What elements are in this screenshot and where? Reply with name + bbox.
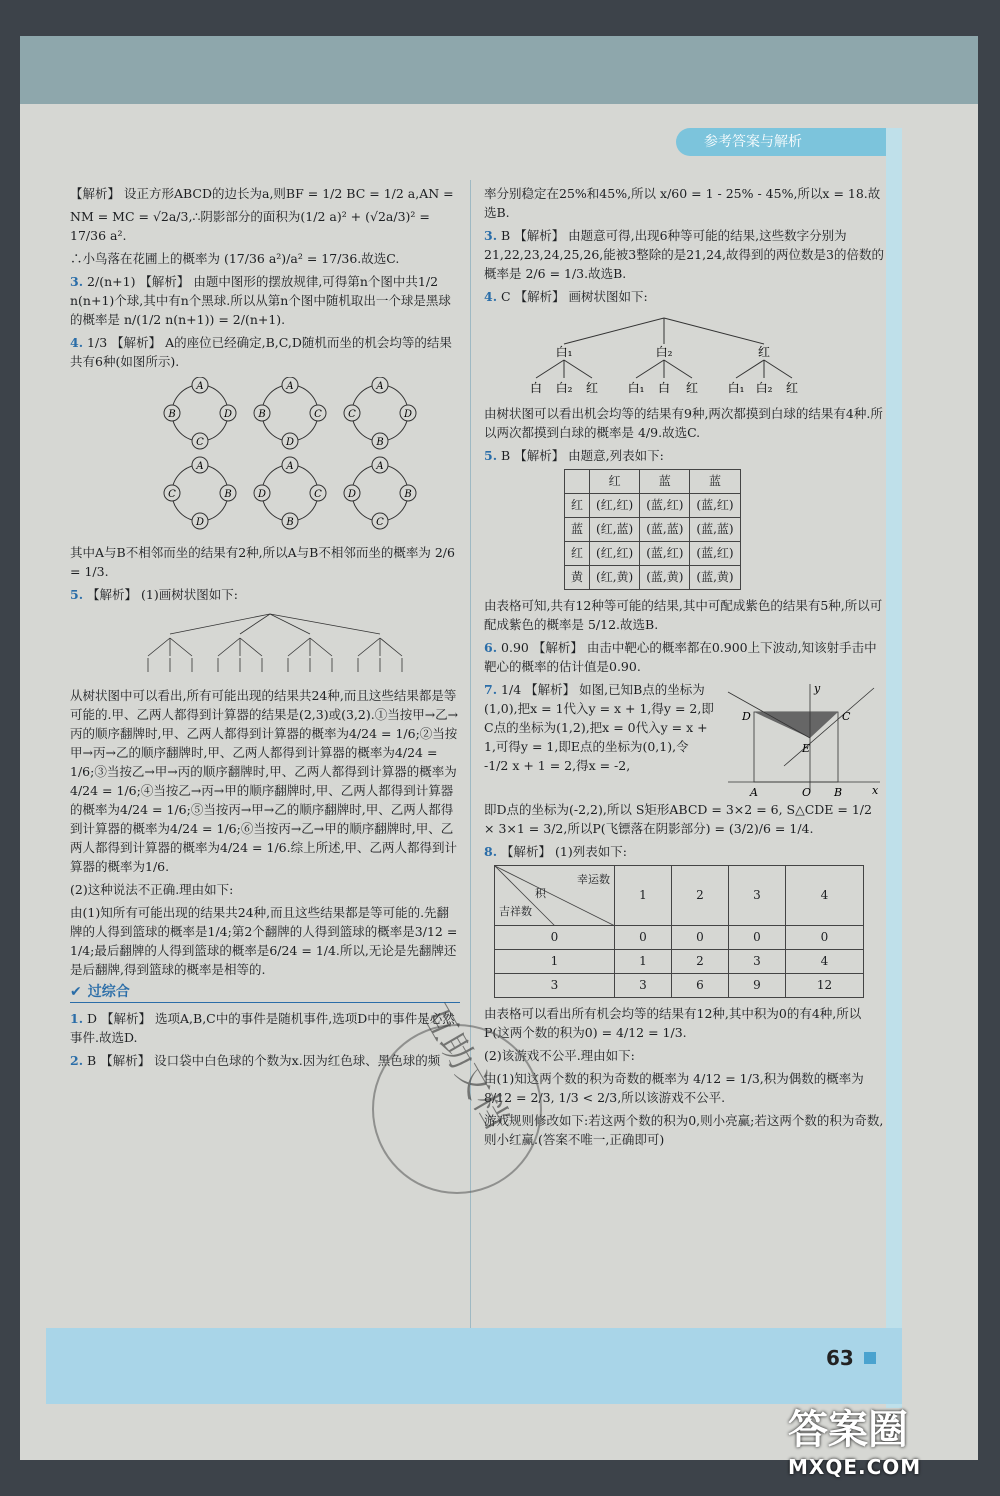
table-cell: 蓝 (640, 470, 690, 494)
table-cell: (蓝,蓝) (690, 518, 740, 542)
table-cell: 4 (785, 866, 863, 926)
table-cell: 0 (495, 926, 615, 950)
tree-branch (148, 638, 170, 656)
q4-text: 1/3 【解析】 A的座位已经确定,B,C,D随机而坐的机会均等的结果共有6种(如图所示). (70, 335, 452, 369)
r6-text: 0.90 【解析】 由击中靶心的概率都在0.900上下波动,知该射手击中靶心的概率的估计值是0.90. (484, 640, 877, 674)
q5-answer (70, 585, 460, 604)
r3-answer (484, 226, 884, 283)
seat-letter: D (257, 489, 267, 500)
r4-analysis: 由树状图可以看出机会均等的结果有9种,两次都摸到白球的结果有4种.所以两次都摸到白球的概率是 4/9.故选C. (484, 406, 883, 440)
table-cell: (蓝,红) (690, 542, 740, 566)
q3-text: 2/(n+1) 【解析】 由题中图形的摆放规律,可得第n个图中共1/2 n(n+1)个球,其中有n个黑球.所以从第n个图中随机取出一个球是黑球的概率是 n/(1/2 n(n+1)) = 2/(n+1). (70, 274, 451, 327)
check-icon: ✔ (70, 984, 82, 1000)
corner-top-label: 幸运数 (577, 873, 610, 886)
page-number: 63 (826, 1346, 854, 1370)
q5-intro: 【解析】 (1)画树状图如下: (87, 587, 238, 602)
tree-leaf-label: 红 (785, 381, 799, 395)
table-cell: 12 (785, 974, 863, 998)
table-cell: 6 (671, 974, 728, 998)
tree-branch (218, 638, 240, 656)
table-cell: (蓝,蓝) (640, 518, 690, 542)
tree-leaf-label: 白₂ (555, 381, 573, 395)
r7-text: 1/4 【解析】 如图,已知B点的坐标为(1,0),把x = 1代入y = x + 1,得y = 2,即C点的坐标为(1,2),把x = 0代入y = x + 1,可得y = 1,即E点的坐标为(0,1),令 -1/2 x + 1 = 2,得x = -2, (484, 682, 714, 773)
table-cell: 0 (785, 926, 863, 950)
page-number-marker (864, 1352, 876, 1364)
table-cell: 0 (671, 926, 728, 950)
table-cell: 3 (615, 974, 672, 998)
graph-label-o: O (802, 786, 812, 799)
tree-branch (764, 360, 792, 378)
graph-label-a: A (750, 786, 758, 799)
r8-part2: (2)该游戏不公平.理由如下: (484, 1048, 635, 1063)
graph-label-d: D (742, 710, 751, 723)
corner-mid-label: 积 (535, 887, 546, 900)
seat-letter: B (376, 437, 384, 448)
tree-branch (564, 360, 592, 378)
q3-answer (70, 272, 460, 329)
seat-letter: C (168, 489, 176, 500)
tree-branch (270, 614, 380, 634)
tree-branch (358, 638, 380, 656)
watermark-url: MXQE.COM (788, 1455, 922, 1479)
seat-letter: A (376, 381, 384, 392)
tree-branch (240, 638, 262, 656)
seat-letter: A (196, 381, 204, 392)
seat-letter: A (286, 381, 294, 392)
seating-diagram (70, 377, 460, 537)
tree-leaf-label: 白₁ (627, 381, 645, 395)
q4-number: 4. (70, 335, 84, 350)
table-cell: 3 (728, 950, 785, 974)
left-column (70, 184, 460, 1074)
table-cell: 2 (671, 950, 728, 974)
seat-letter: B (258, 409, 266, 420)
table-row (495, 926, 864, 950)
table-cell: 蓝 (565, 518, 590, 542)
r6-number: 6. (484, 640, 498, 655)
seat-letter: B (224, 489, 232, 500)
tree-leaf-label: 红 (585, 381, 599, 395)
seat-letter: D (403, 409, 413, 420)
graph-label-b: B (834, 786, 843, 799)
tree-branch (564, 318, 664, 344)
s2-number: 2. (70, 1053, 84, 1068)
s1-answer (70, 1009, 460, 1047)
table-cell: 2 (671, 866, 728, 926)
table-cell: (蓝,红) (640, 494, 690, 518)
tree-node-label: 白₂ (655, 345, 673, 359)
r4-number: 4. (484, 289, 498, 304)
q2-line1: 【解析】 设正方形ABCD的边长为a,则BF = 1/2 BC = 1/2 a,AN = (70, 186, 454, 201)
seat-letter: D (195, 517, 205, 528)
table-cell: 4 (785, 950, 863, 974)
watermark (788, 1398, 988, 1494)
table-row (565, 494, 741, 518)
table-corner-cell (495, 866, 615, 926)
table-cell: (蓝,红) (640, 542, 690, 566)
bottom-color-band (46, 1328, 902, 1404)
table-cell: 0 (728, 926, 785, 950)
tree-node-label: 白₁ (555, 345, 573, 359)
r7-number: 7. (484, 682, 498, 697)
seat-letter: A (196, 461, 204, 472)
table-cell: (红,蓝) (590, 518, 640, 542)
watermark-logo-text: 答案圈 (788, 1407, 908, 1453)
r8-intro: 【解析】 (1)列表如下: (501, 844, 627, 859)
r3-text: B 【解析】 由题意可得,出现6种等可能的结果,这些数字分别为21,22,23,24,25,26,能被3整除的是21,24,故得到的两位数是3的倍数的概率是 2/6 = 1/3.故选B. (484, 228, 884, 281)
table-cell: 3 (495, 974, 615, 998)
tree-branch (310, 638, 332, 656)
r5-analysis: 由表格可知,共有12种等可能的结果,其中可配成紫色的结果有5种,所以可配成紫色的概率是 5/12.故选B. (484, 598, 883, 632)
seat-letter: C (196, 437, 204, 448)
q5-part2-analysis: 由(1)知所有可能出现的结果共24种,而且这些结果都是等可能的.先翻牌的人得到篮球的概率是1/4;第2个翻牌的人得到篮球的概率是3/12 = 1/4;最后翻牌的人得到篮球的概率是6/24 = 1/4.所以,无论是先翻牌还是后翻牌,得到篮球的概率是相等的. (70, 905, 458, 977)
seat-letter: A (286, 461, 294, 472)
table-cell: (红,红) (590, 494, 640, 518)
q4-conclusion: 其中A与B不相邻而坐的结果有2种,所以A与B不相邻而坐的概率为 2/6 = 1/3. (70, 545, 455, 579)
tree-branch (380, 638, 402, 656)
tree-branch (736, 360, 764, 378)
tree-branch (664, 360, 692, 378)
tree-branch (170, 638, 192, 656)
seat-letter: B (168, 409, 176, 420)
s1-text: D 【解析】 选项A,B,C中的事件是随机事件,选项D中的事件是必然事件.故选D. (70, 1011, 455, 1045)
table-header-row (565, 470, 741, 494)
table-cell (565, 470, 590, 494)
right-column (484, 184, 884, 1153)
table-cell: (蓝,红) (690, 494, 740, 518)
r8-number: 8. (484, 844, 498, 859)
r8-rule-change: 游戏规则修改如下:若这两个数的积为0,则小亮赢;若这两个数的积为奇数,则小红赢.(答案不唯一,正确即可) (484, 1113, 884, 1147)
s1-number: 1. (70, 1011, 84, 1026)
tree-node-label: 红 (757, 345, 771, 359)
r7-coordinate-graph (724, 680, 884, 800)
r8-answer (484, 842, 884, 861)
tree-leaf-label: 白 (657, 381, 671, 395)
graph-label-x: x (872, 784, 879, 797)
q4-answer (70, 333, 460, 371)
table-cell: (蓝,黄) (640, 566, 690, 590)
r5-number: 5. (484, 448, 498, 463)
q2-line2: NM = MC = √2a/3,∴阴影部分的面积为(1/2 a)² + (√2a/3)² = 17/36 a². (70, 209, 430, 243)
table-row (565, 518, 741, 542)
seat-letter: D (347, 489, 357, 500)
section-title: 过综合 (87, 984, 130, 1000)
tree-branch (664, 318, 764, 344)
table-cell: 1 (615, 866, 672, 926)
r3-number: 3. (484, 228, 498, 243)
table-cell: (红,红) (590, 542, 640, 566)
seat-letter: C (376, 517, 384, 528)
graph-label-e: E (802, 742, 811, 755)
table-cell: (蓝,黄) (690, 566, 740, 590)
header-tag: 参考答案与解析 (676, 128, 886, 156)
table-cell: 红 (590, 470, 640, 494)
table-cell: 红 (565, 542, 590, 566)
table-cell: 红 (565, 494, 590, 518)
tree-leaf-label: 白₁ (727, 381, 745, 395)
seat-letter: D (223, 409, 233, 420)
tree-branch (536, 360, 564, 378)
table-cell: 1 (615, 950, 672, 974)
r4-tree-diagram (484, 312, 884, 398)
corner-left-label: 吉祥数 (499, 905, 532, 918)
table-header-row (495, 866, 864, 926)
r7-analysis: 即D点的坐标为(-2,2),所以 S矩形ABCD = 3×2 = 6, S△CDE = 1/2 × 3×1 = 3/2,所以P(飞镖落在阴影部分) = (3/2)/6 = 1/4. (484, 802, 872, 836)
q3-number: 3. (70, 274, 84, 289)
r4-answer (484, 287, 884, 306)
r6-answer (484, 638, 884, 676)
table-cell: (红,黄) (590, 566, 640, 590)
table-cell: 黄 (565, 566, 590, 590)
tree-leaf-label: 红 (685, 381, 699, 395)
table-row (565, 566, 741, 590)
scan-top-band (20, 36, 978, 104)
tree-branch (636, 360, 664, 378)
table-cell: 0 (615, 926, 672, 950)
r4-intro: C 【解析】 画树状图如下: (501, 289, 648, 304)
section-heading (70, 983, 460, 1003)
stamp-text: 互助文档 (413, 997, 517, 1136)
table-cell: 蓝 (690, 470, 740, 494)
graph-label-c: C (842, 710, 851, 723)
tree-branch (288, 638, 310, 656)
table-cell: 3 (728, 866, 785, 926)
r8-part2-analysis: 由(1)知这两个数的积为奇数的概率为 4/12 = 1/3,积为偶数的概率为 8/12 = 2/3, 1/3 < 2/3,所以该游戏不公平. (484, 1071, 864, 1105)
seat-letter: A (376, 461, 384, 472)
table-row (495, 950, 864, 974)
q5-number: 5. (70, 587, 84, 602)
tree-leaf-label: 白₂ (755, 381, 773, 395)
r7-answer (484, 680, 716, 796)
s2-text: B 【解析】 设口袋中白色球的个数为x.因为红色球、黑色球的频 (87, 1053, 441, 1068)
r7-block (484, 680, 884, 800)
table-cell: 1 (495, 950, 615, 974)
seat-letter: B (286, 517, 294, 528)
right-color-strip (886, 128, 902, 1408)
table-row (565, 542, 741, 566)
q5-tree-diagram (70, 610, 460, 680)
seat-letter: D (285, 437, 295, 448)
tree-leaf-label: 白 (529, 381, 543, 395)
q2-line3: ∴小鸟落在花圃上的概率为 (17/36 a²)/a² = 17/36.故选C. (70, 251, 400, 266)
q5-part2: (2)这种说法不正确.理由如下: (70, 882, 234, 897)
r5-answer (484, 446, 884, 465)
seat-letter: C (314, 489, 322, 500)
seat-letter: B (404, 489, 412, 500)
s2-continued: 率分别稳定在25%和45%,所以 x/60 = 1 - 25% - 45%,所以x = 18.故选B. (484, 186, 881, 220)
r8-analysis: 由表格可以看出所有机会均等的结果有12种,其中积为0的有4种,所以P(这两个数的积为0) = 4/12 = 1/3. (484, 1006, 862, 1040)
table-row (495, 974, 864, 998)
r5-intro: B 【解析】 由题意,列表如下: (501, 448, 664, 463)
tree-branch (270, 614, 310, 634)
r8-product-table (494, 865, 864, 998)
table-cell: 9 (728, 974, 785, 998)
q5-analysis: 从树状图中可以看出,所有可能出现的结果共24种,而且这些结果都是等可能的.甲、乙两人都得到计算器的结果是(2,3)或(3,2).①当按甲→乙→丙的顺序翻牌时,甲、乙两人都得到计算器的概率为4/24 = 1/6;②当按甲→丙→乙的顺序翻牌时,甲、乙两人都得到计算器的概率为4/24 = 1/6;③当按乙→甲→丙的顺序翻牌时,甲、乙两人都得到计算器的概率为4/24 = 1/6;④当按乙→丙→甲的顺序翻牌时,甲、乙两人都得到计算器的概率为4/24 = 1/6;⑤当按丙→甲→乙的顺序翻牌时,甲、乙两人都得到计算器的概率为4/24 = 1/6;⑥当按丙→乙→甲的顺序翻牌时,甲、乙两人都得到计算器的概率为4/24 = 1/6.综上所述,甲、乙两人都得到计算器的概率为1/6. (70, 688, 459, 874)
graph-label-y: y (814, 682, 821, 695)
seat-letter: C (314, 409, 322, 420)
r5-color-table (564, 469, 741, 590)
seat-letter: C (348, 409, 356, 420)
